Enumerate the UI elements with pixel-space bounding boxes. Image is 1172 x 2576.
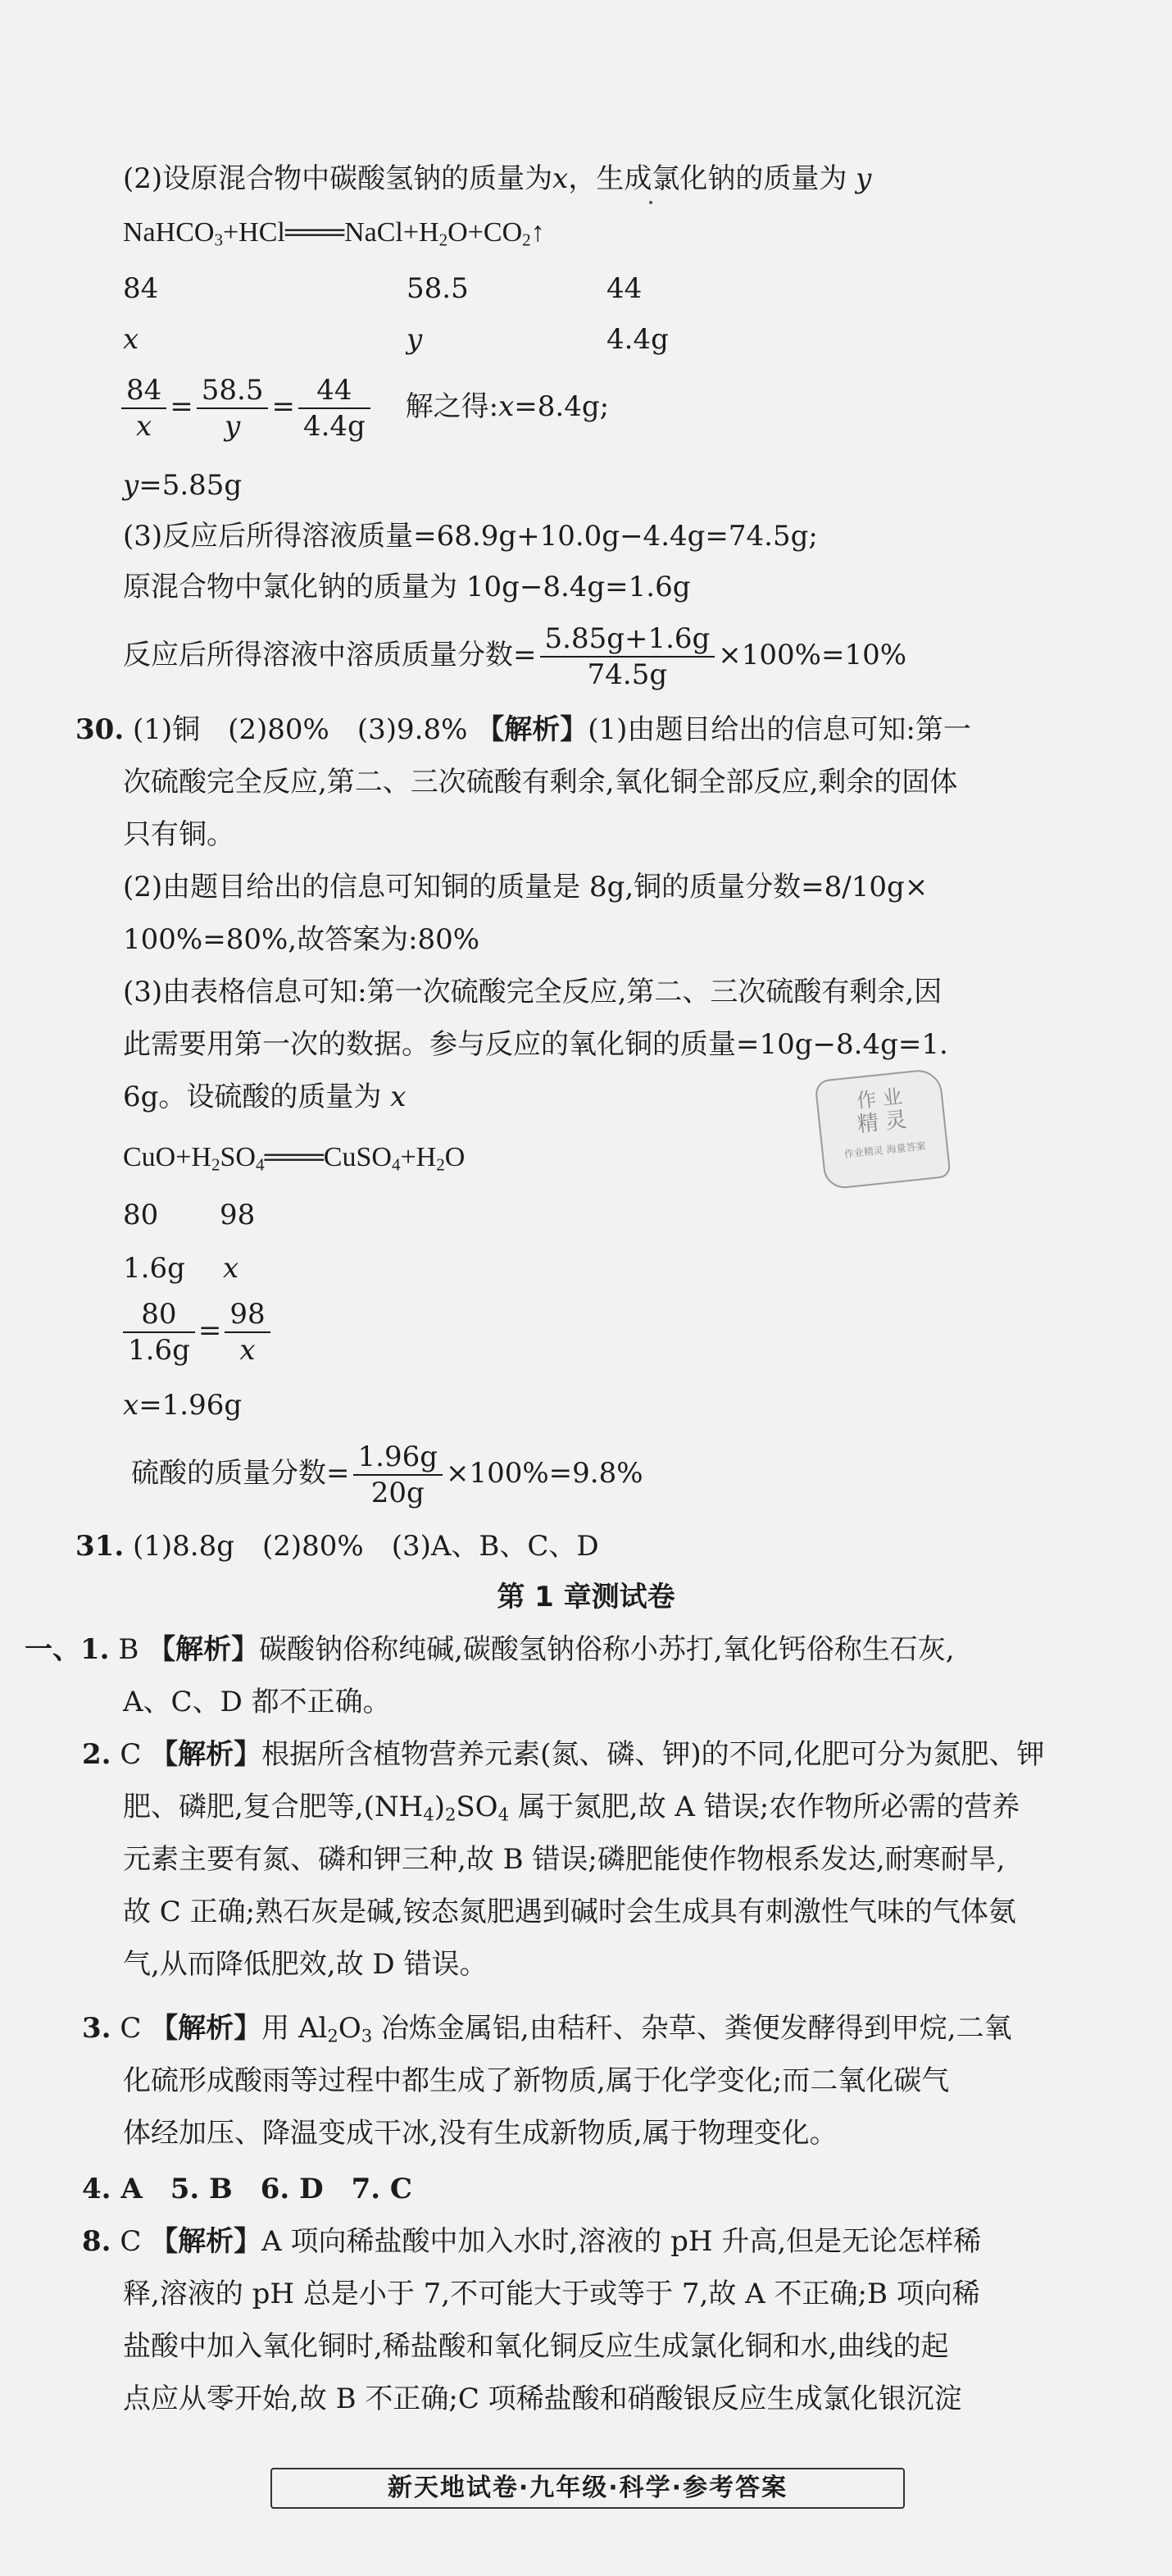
text-line: (2)设原混合物中碳酸氢钠的质量为x，生成氯化钠的质量为 y bbox=[123, 162, 872, 195]
fraction: $\frac{84}{x}$ bbox=[121, 373, 166, 444]
fraction: $\frac{1.96g}{20g}$ bbox=[353, 1440, 443, 1510]
stray-dot bbox=[649, 201, 652, 204]
footer-banner: 新天地试卷·九年级·科学·参考答案 bbox=[270, 2468, 905, 2509]
question-3: 3. C 【解析】用 $Al_2O_3$ 冶炼金属铝,由秸秆、杂草、粪便发酵得到甲烷,二氧 bbox=[82, 2012, 1012, 2046]
equation-line: $CuO+H_2SO_4═══CuSO_4+H_2O$ bbox=[123, 1142, 466, 1175]
num: 58.5 bbox=[407, 272, 469, 305]
text-line: 故 C 正确;熟石灰是碱,铵态氮肥遇到碱时会生成具有刺激性气味的气体氨 bbox=[123, 1896, 1016, 1928]
num: 4.4g bbox=[606, 323, 669, 356]
text-line: 原混合物中氯化钠的质量为 10g−8.4g=1.6g bbox=[123, 571, 691, 603]
question-30-header: 30. (1)铜 (2)80% (3)9.8% 【解析】(1)由题目给出的信息可知:第一 bbox=[75, 713, 971, 746]
text-line: 元素主要有氮、磷和钾三种,故 B 错误;磷肥能使作物根系发达,耐寒耐旱, bbox=[123, 1843, 1006, 1876]
question-1: 一、1. B 【解析】碳酸钠俗称纯碱,碳酸氢钠俗称小苏打,氧化钙俗称生石灰, bbox=[25, 1633, 955, 1666]
text-line: (2)由题目给出的信息可知铜的质量是 8g,铜的质量分数=8/10g× bbox=[123, 871, 929, 903]
question-31: 31. (1)8.8g (2)80% (3)A、B、C、D bbox=[75, 1530, 599, 1563]
chapter-title: 第 1 章测试卷 bbox=[497, 1581, 675, 1613]
proportion: $\frac{80}{1.6g}$ = $\frac{98}{x}$ bbox=[120, 1297, 274, 1368]
question-8: 8. C 【解析】A 项向稀盐酸中加入水时,溶液的 pH 升高,但是无论怎样稀 bbox=[82, 2225, 982, 2258]
text-line: (3)反应后所得溶液质量=68.9g+10.0g−4.4g=74.5g; bbox=[123, 520, 818, 553]
text-line: 体经加压、降温变成干冰,没有生成新物质,属于物理变化。 bbox=[123, 2117, 838, 2150]
var: x bbox=[123, 323, 139, 356]
var: x bbox=[223, 1252, 239, 1285]
text-line: 100%=80%,故答案为:80% bbox=[123, 923, 480, 956]
fraction: $\frac{58.5}{y}$ bbox=[197, 373, 269, 444]
num: 1.6g bbox=[123, 1252, 185, 1285]
question-2: 2. C 【解析】根据所含植物营养元素(氮、磷、钾)的不同,化肥可分为氮肥、钾 bbox=[82, 1738, 1045, 1771]
watermark-stamp: 作 业 精 灵 作业精灵 海量答案 bbox=[814, 1067, 951, 1190]
text-line: 次硫酸完全反应,第二、三次硫酸有剩余,氧化铜全部反应,剩余的固体 bbox=[123, 766, 958, 799]
text-line: 释,溶液的 pH 总是小于 7,不可能大于或等于 7,故 A 不正确;B 项向稀 bbox=[123, 2278, 980, 2310]
text-line: 此需要用第一次的数据。参与反应的氧化铜的质量=10g−8.4g=1. bbox=[123, 1028, 948, 1061]
text-line: 化硫形成酸雨等过程中都生成了新物质,属于化学变化;而二氧化碳气 bbox=[123, 2064, 950, 2097]
text-line: 肥、磷肥,复合肥等$,(NH_4)_2SO_4$ 属于氮肥,故 A 错误;农作物所必需的营养 bbox=[123, 1791, 1020, 1825]
text-line: 只有铜。 bbox=[123, 818, 234, 851]
fraction: $\frac{5.85g+1.6g}{74.5g}$ bbox=[540, 621, 715, 692]
num: 98 bbox=[220, 1199, 256, 1231]
questions-4-7: 4. A 5. B 6. D 7. C bbox=[82, 2173, 412, 2205]
text-line: y=5.85g bbox=[123, 469, 243, 502]
fraction-line: 反应后所得溶液中溶质质量分数= $\frac{5.85g+1.6g}{74.5g}$ ×100%=10% bbox=[123, 622, 907, 691]
fraction: $\frac{98}{x}$ bbox=[225, 1297, 270, 1368]
fraction: $\frac{44}{4.4g}$ bbox=[298, 373, 370, 444]
fraction-line: 硫酸的质量分数= $\frac{1.96g}{20g}$ ×100%=9.8% bbox=[131, 1440, 643, 1509]
text-line: (3)由表格信息可知:第一次硫酸完全反应,第二、三次硫酸有剩余,因 bbox=[123, 976, 943, 1008]
num: 44 bbox=[606, 272, 643, 305]
num: 84 bbox=[123, 272, 159, 305]
num: 80 bbox=[123, 1199, 159, 1231]
text-line: 盐酸中加入氧化铜时,稀盐酸和氧化铜反应生成氯化铜和水,曲线的起 bbox=[123, 2330, 949, 2363]
text-line: x=1.96g bbox=[123, 1389, 243, 1422]
fraction: $\frac{80}{1.6g}$ bbox=[123, 1297, 195, 1368]
var: y bbox=[407, 323, 423, 356]
text-line: A、C、D 都不正确。 bbox=[123, 1686, 391, 1718]
text-line: 6g。设硫酸的质量为 x bbox=[123, 1081, 407, 1113]
proportion: $\frac{84}{x}$ = $\frac{58.5}{y}$ = $\frac{44}{4.4g}$ 解之得:x=8.4g; bbox=[118, 373, 609, 444]
text-line: 点应从零开始,故 B 不正确;C 项稀盐酸和硝酸银反应生成氯化银沉淀 bbox=[123, 2383, 962, 2415]
text-line: 气,从而降低肥效,故 D 错误。 bbox=[123, 1948, 488, 1981]
equation-line: $NaHCO_3+HCl═══NaCl+H_2O+CO_2↑$ bbox=[123, 217, 545, 250]
